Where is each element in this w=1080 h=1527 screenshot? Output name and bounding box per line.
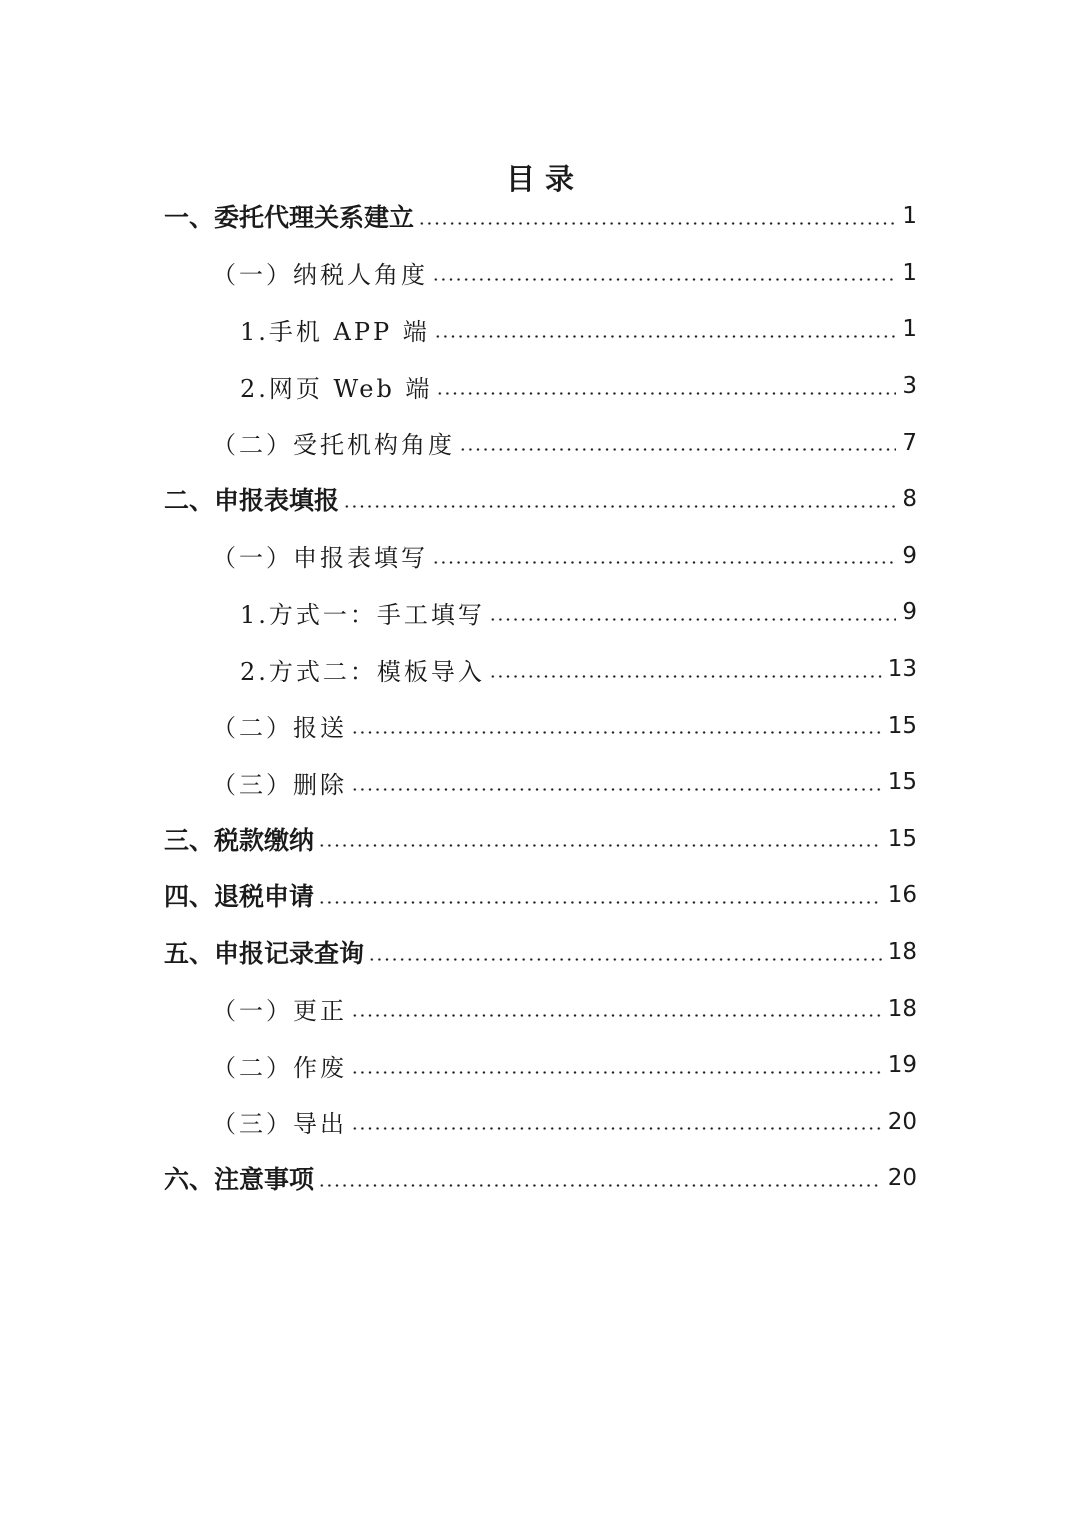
dot-leader [436,392,896,395]
toc-page-number: 1 [902,316,917,343]
toc-entry[interactable] [164,188,917,245]
toc-page-number: 1 [902,259,917,286]
dot-leader [351,731,882,734]
dot-leader [351,1127,882,1130]
toc-entry[interactable] [240,301,917,358]
toc-entry-label: 五、申报记录查询 [164,939,365,969]
toc-page-number: 16 [887,882,917,909]
toc-page-number: 15 [887,825,917,852]
toc-page-number: 15 [887,712,917,739]
dot-leader [318,1184,882,1187]
toc-entry-label: 1.方式一：手工填写 [240,600,485,629]
toc-entry-label: （二）作废 [212,1053,347,1082]
toc-entry-label: 2.网页 Web 端 [240,374,433,403]
toc-page-number: 18 [887,939,917,966]
page-title: 目 录 [505,162,575,197]
toc-page-number: 9 [902,599,917,626]
dot-leader [459,448,896,451]
dot-leader [434,335,897,338]
toc-entry[interactable] [240,358,917,415]
dot-leader [489,675,882,678]
toc-entry[interactable] [164,1150,917,1207]
toc-entry-label: 四、退税申请 [164,882,315,912]
dot-leader [432,278,896,281]
toc-page-number: 19 [887,1052,917,1079]
dot-leader [418,222,896,225]
toc-entry-label: 1.手机 APP 端 [240,317,430,346]
toc-entry-label: （三）导出 [212,1110,347,1139]
dot-leader [432,561,896,564]
toc-entry-label: 二、申报表填报 [164,486,340,516]
toc-page-number: 7 [902,429,917,456]
toc-page-number: 13 [887,656,917,683]
toc-entry[interactable] [212,245,917,302]
toc-entry[interactable] [212,1094,917,1151]
dot-leader [351,788,882,791]
dot-leader [351,1014,882,1017]
dot-leader [318,844,882,847]
toc-entry-label: （二）报送 [212,714,347,743]
toc-page-number: 1 [902,203,917,230]
dot-leader [343,505,896,508]
toc-entry[interactable] [164,471,917,528]
dot-leader [318,901,882,904]
toc-entry-label: 六、注意事项 [164,1165,315,1195]
toc-entry[interactable] [212,528,917,585]
toc-entry[interactable] [212,1037,917,1094]
toc-page-number: 8 [902,486,917,513]
toc-entry[interactable] [212,980,917,1037]
toc-entry[interactable] [164,811,917,868]
toc-entry-label: （二）受托机构角度 [212,431,455,460]
toc-entry-label: （三）删除 [212,770,347,799]
toc-entry-label: 一、委托代理关系建立 [164,203,415,233]
toc-entry-label: 2.方式二：模板导入 [240,657,485,686]
dot-leader [368,958,882,961]
toc-page-number: 20 [887,1108,917,1135]
toc-page-number: 3 [902,373,917,400]
toc-entry-label: （一）申报表填写 [212,544,428,573]
dot-leader [489,618,896,621]
toc-page-number: 9 [902,542,917,569]
dot-leader [351,1071,882,1074]
toc-entry-label: （一）纳税人角度 [212,261,428,290]
toc-entry[interactable] [164,924,917,981]
toc-page-number: 20 [887,1165,917,1192]
toc-entry[interactable] [240,584,917,641]
toc-entry[interactable] [212,754,917,811]
toc-page-number: 15 [887,769,917,796]
toc-entry-label: 三、税款缴纳 [164,825,315,855]
toc-entry-label: （一）更正 [212,997,347,1026]
toc-entry[interactable] [212,414,917,471]
toc-page-number: 18 [887,995,917,1022]
toc-entry[interactable] [212,697,917,754]
toc-entry[interactable] [164,867,917,924]
toc-entry[interactable] [240,641,917,698]
toc-list [0,188,1080,1207]
